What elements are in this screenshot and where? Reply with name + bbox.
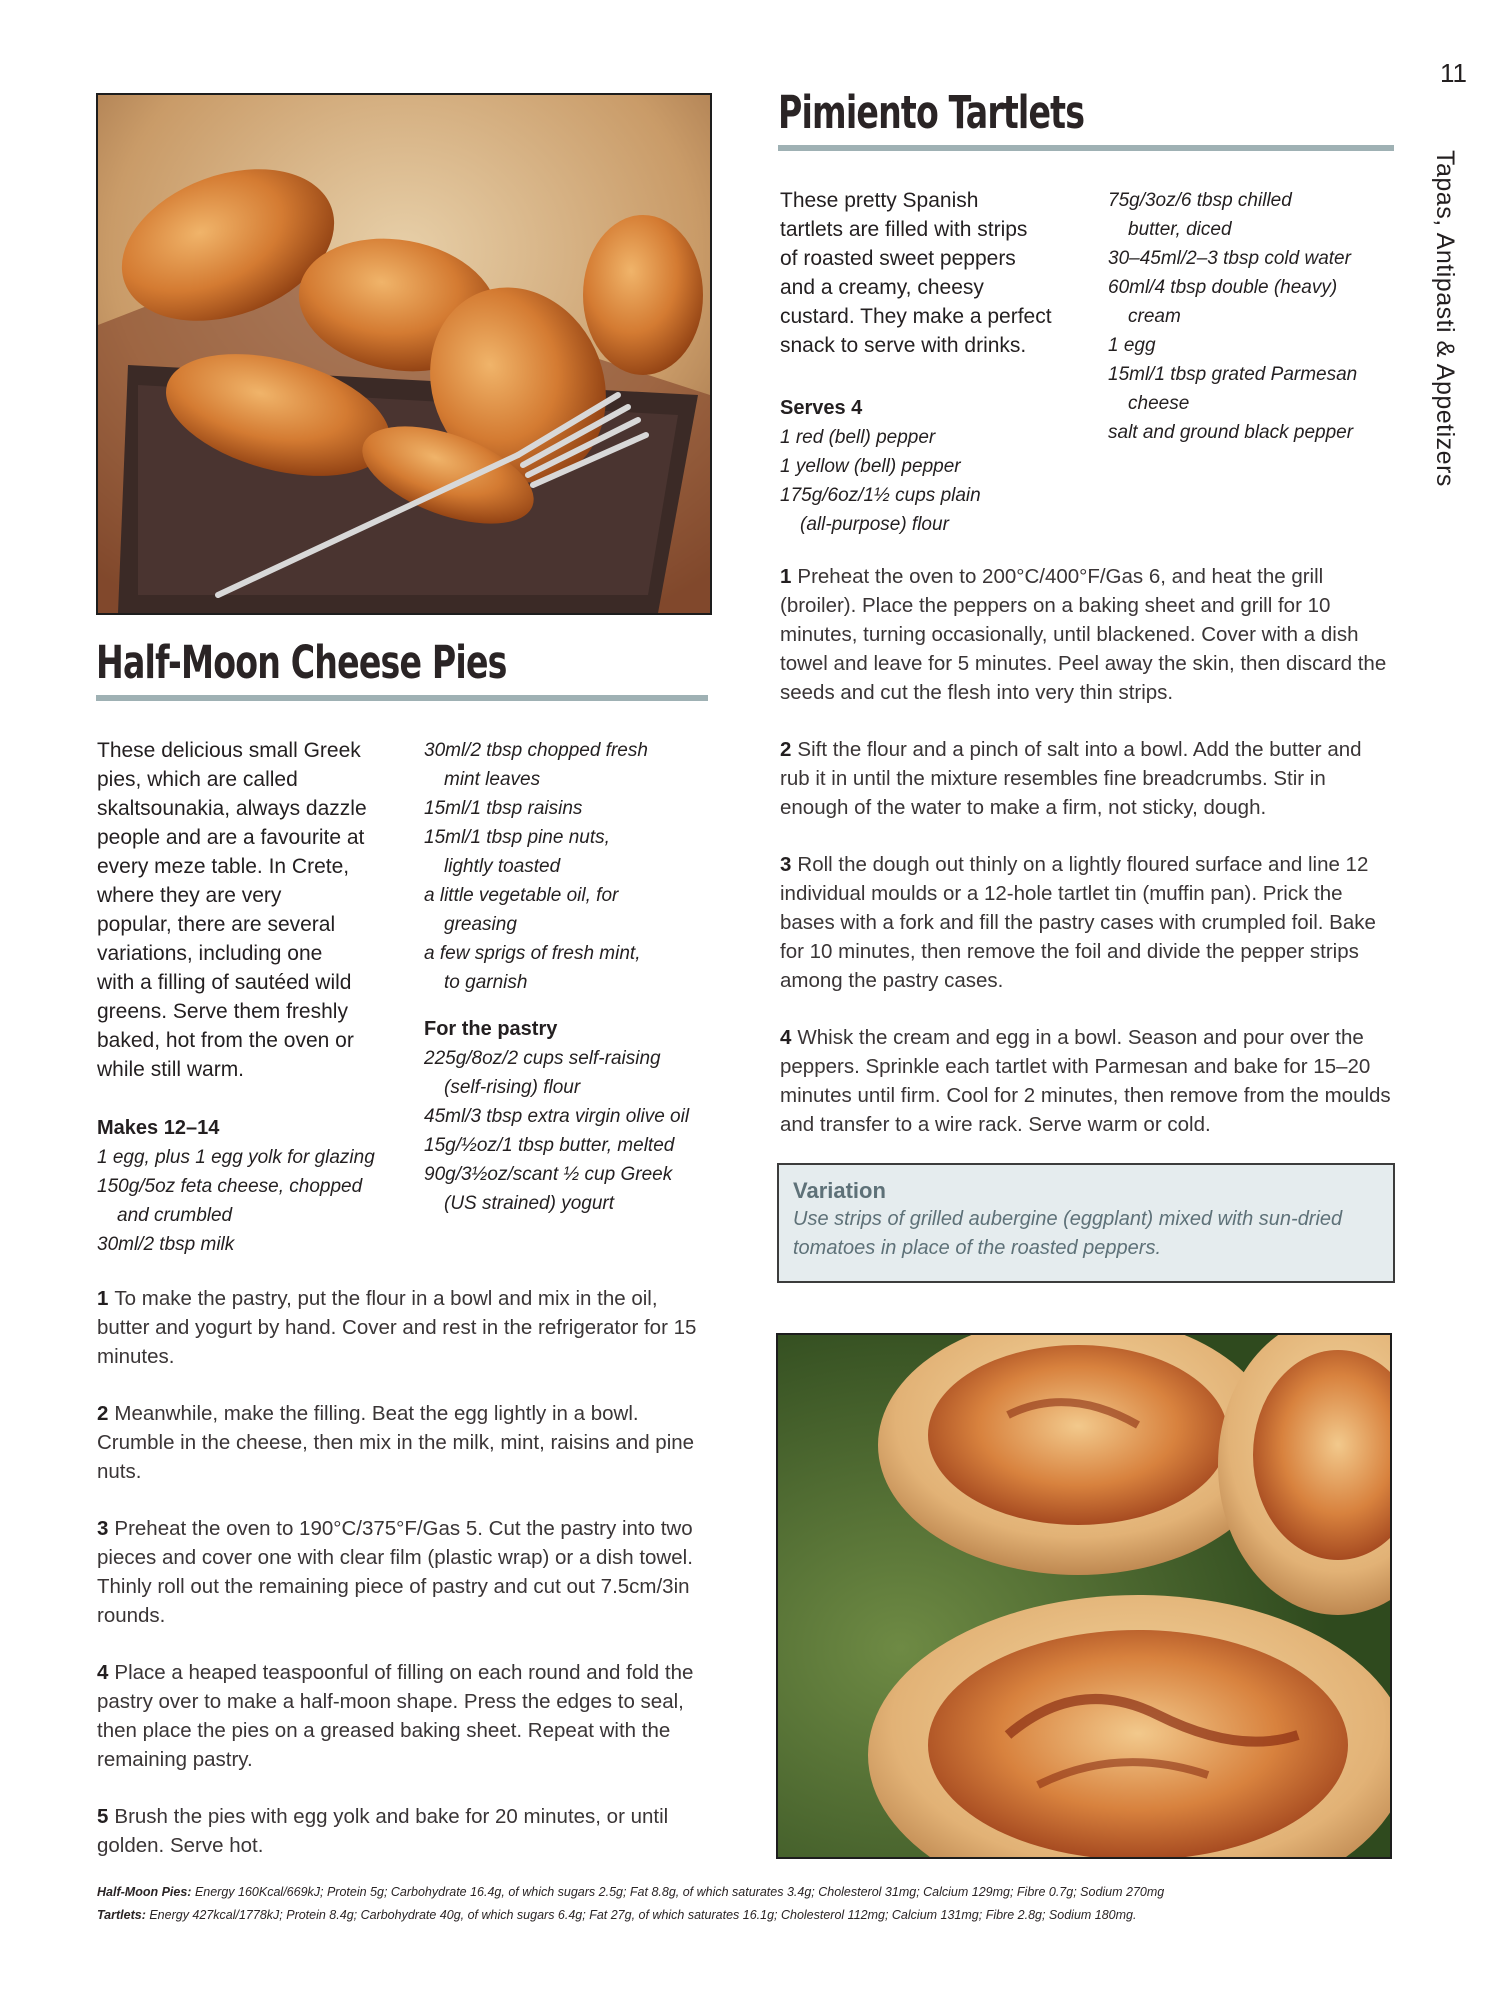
method-step: 4 Place a heaped teaspoonful of filling on each round and fold the pastry over to make a half-moon shape. Press the edges to seal, then place the pies on a greased baking sheet. Repeat with the remaining pastry. (97, 1661, 694, 1771)
half-moon-method (97, 1284, 707, 1888)
section-title: Tapas, Antipasti & Appetizers (1431, 150, 1459, 487)
half-moon-ingredients-left: Makes 12–14 1 egg, plus 1 egg yolk for glazing 150g/5oz feta cheese, chopped and crumbled 30ml/2 tbsp milk (97, 1108, 397, 1259)
pimiento-tartlets-photo (776, 1333, 1392, 1859)
variation-text: Use strips of grilled aubergine (eggplant) mixed with sun-dried tomatoes in place of the roasted peppers. (793, 1208, 1343, 1259)
page-number: 11 (1440, 58, 1467, 88)
half-moon-intro: These delicious small Greek pies, which are called skaltsounakia, always dazzle people and are a favourite at every meze table. In Crete, where they are very popular, there are several variations, including one with a filling of sautéed wild greens. Serve them freshly baked, hot from the oven or while still warm. (97, 739, 367, 1081)
half-moon-ingredients-right: 30ml/2 tbsp chopped fresh mint leaves 15ml/1 tbsp raisins 15ml/1 tbsp pine nuts, lightly toasted a little vegetable oil, for greasing a few sprigs of fresh mint, to garnish For the pastry 225g/8oz/2 cups self-raising (self-rising) flour 45ml/3 tbsp extra virgin olive oil 15g/½oz/1 tbsp butter, melted 90g/3½oz/scant ½ cup Greek (US strained) yogurt (424, 736, 724, 1218)
nutrition-tartlets: Tartlets: Energy 427kcal/1778kJ; Protein 8.4g; Carbohydrate 40g, of which sugars 6.4g; Fat 27g, of which saturates 16.1g; Cholesterol 112mg; Calcium 131mg; Fibre 2.8g; Sodium 180mg. (97, 1908, 1137, 1922)
method-step: 5 Brush the pies with egg yolk and bake for 20 minutes, or until golden. Serve hot. (97, 1805, 669, 1857)
half-moon-title-rule (96, 695, 708, 701)
tartlets-ingredients-right: 75g/3oz/6 tbsp chilled butter, diced 30–45ml/2–3 tbsp cold water 60ml/4 tbsp double (heavy) cream 1 egg 15ml/1 tbsp grated Parmesan cheese salt and ground black pepper (1108, 190, 1358, 443)
half-moon-pies-photo (96, 93, 712, 615)
method-step: 4 Whisk the cream and egg in a bowl. Season and pour over the peppers. Sprinkle each tartlet with Parmesan and bake for 15–20 minutes until firm. Cool for 2 minutes, then remove from the moulds and transfer to a wire rack. Serve warm or cold. (780, 1026, 1391, 1136)
variation-box (777, 1163, 1395, 1283)
method-step: 3 Preheat the oven to 190°C/375°F/Gas 5. Cut the pastry into two pieces and cover one with clear film (plastic wrap) or a dish towel. Thinly roll out the remaining piece of pastry and cut out 7.5cm/3in rounds. (97, 1517, 693, 1627)
method-step: 2 Meanwhile, make the filling. Beat the egg lightly in a bowl. Crumble in the cheese, then mix in the milk, mint, raisins and pine nuts. (97, 1402, 695, 1483)
makes-heading: Makes 12–14 (97, 1117, 220, 1139)
half-moon-title: Half-Moon Cheese Pies (96, 636, 507, 689)
tartlets-ingredients-left: Serves 4 1 red (bell) pepper 1 yellow (bell) pepper 175g/6oz/1½ cups plain (all-purpose) flour (780, 388, 1090, 539)
variation-heading: Variation (793, 1178, 886, 1203)
method-step: 1 To make the pastry, put the flour in a bowl and mix in the oil, butter and yogurt by hand. Cover and rest in the refrigerator for 15 minutes. (97, 1287, 697, 1368)
method-step: 3 Roll the dough out thinly on a lightly floured surface and line 12 individual moulds or a 12-hole tartlet tin (muffin pan). Prick the bases with a fork and fill the pastry cases with crumpled foil. Bake for 10 minutes, then remove the foil and divide the pepper strips among the pastry cases. (780, 853, 1376, 992)
tartlets-title: Pimiento Tartlets (778, 86, 1085, 139)
tartlets-intro: These pretty Spanish tartlets are filled with strips of roasted sweet peppers and a creamy, cheesy custard. They make a perfect snack to serve with drinks. (780, 189, 1052, 357)
tartlets-title-rule (778, 145, 1394, 151)
tartlets-method (780, 562, 1392, 1167)
pastry-heading: For the pastry (424, 1018, 558, 1040)
method-step: 2 Sift the flour and a pinch of salt into a bowl. Add the butter and rub it in until the mixture resembles fine breadcrumbs. Stir in enough of the water to make a firm, not sticky, dough. (780, 738, 1362, 819)
serves-heading: Serves 4 (780, 397, 863, 419)
method-step: 1 Preheat the oven to 200°C/400°F/Gas 6, and heat the grill (broiler). Place the peppers on a baking sheet and grill for 10 minutes, turning occasionally, until blackened. Cover with a dish towel and leave for 5 minutes. Peel away the skin, then discard the seeds and cut the flesh into very thin strips. (780, 565, 1387, 704)
nutrition-pies: Half-Moon Pies: Energy 160Kcal/669kJ; Protein 5g; Carbohydrate 16.4g, of which sugars 2.5g; Fat 8.8g, of which saturates 3.4g; Cholesterol 31mg; Calcium 129mg; Fibre 0.7g; Sodium 270mg (97, 1885, 1165, 1899)
